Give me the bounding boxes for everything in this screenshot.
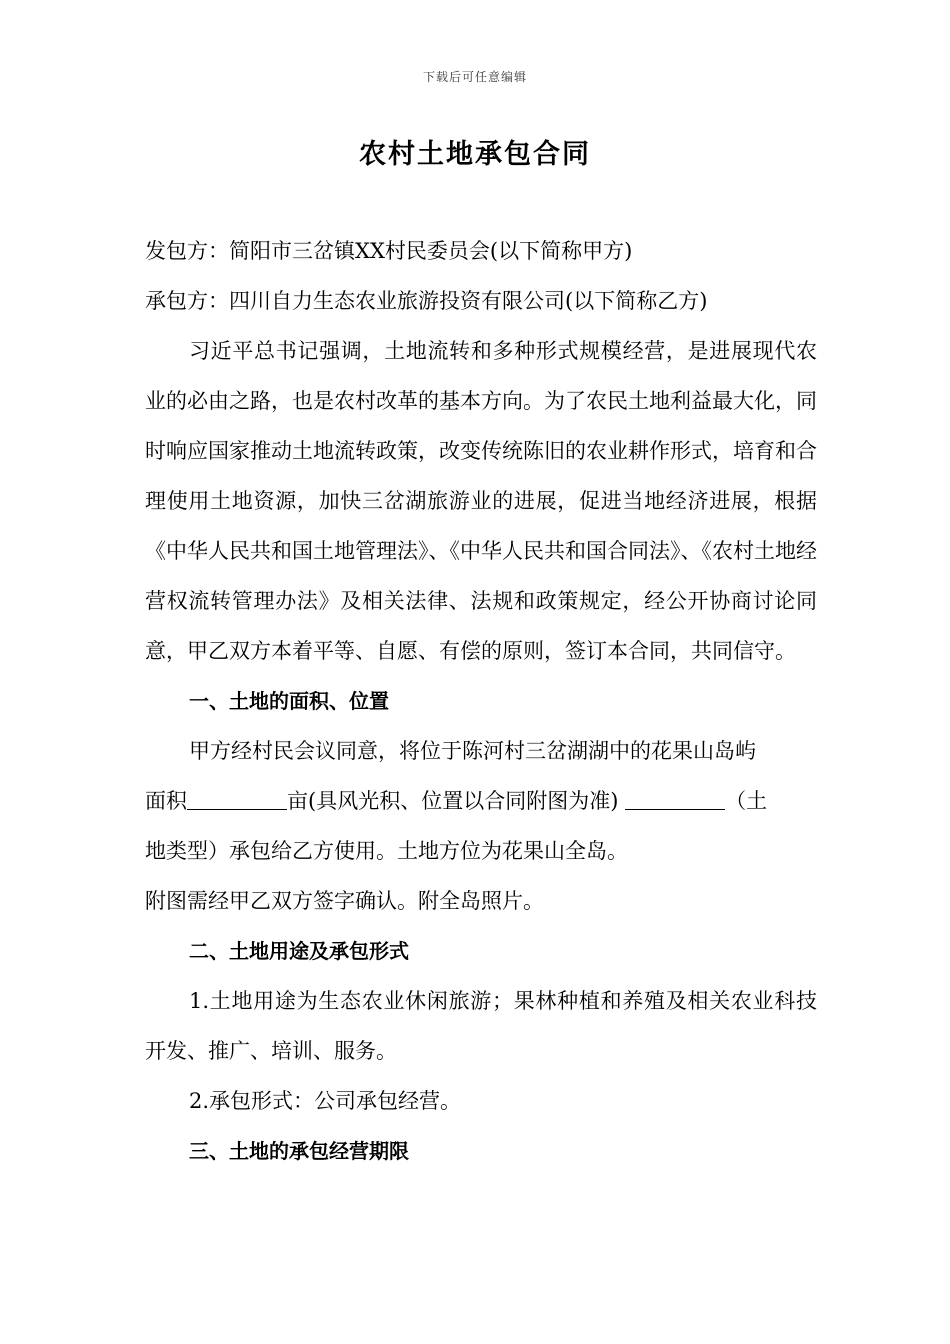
section1-paragraph-line3: 地类型）承包给乙方使用。土地方位为花果山全岛。 xyxy=(145,839,628,863)
area-unit: 亩(具风光积、位置以合同附图为准) xyxy=(287,789,619,813)
section2-item-1: 1.土地用途为生态农业休闲旅游；果林种植和养殖及相关农业科技开发、推广、培训、服务。 xyxy=(145,989,817,1063)
section-heading-3: 三、土地的承包经营期限 xyxy=(189,1139,409,1163)
document-body xyxy=(145,226,817,1176)
land-type-suffix: （土 xyxy=(725,789,768,813)
section1-paragraph-line1: 甲方经村民会议同意，将位于陈河村三岔湖湖中的花果山岛屿 xyxy=(189,739,756,763)
section2-item-2: 2.承包形式：公司承包经营。 xyxy=(189,1089,462,1113)
employer-party: 发包方：简阳市三岔镇XX村民委员会(以下简称甲方) xyxy=(145,239,633,263)
section1-paragraph-2: 附图需经甲乙双方签字确认。附全岛照片。 xyxy=(145,889,544,913)
contractor-party: 承包方：四川自力生态农业旅游投资有限公司(以下简称乙方) xyxy=(145,289,708,313)
section1-paragraph-area xyxy=(145,776,817,826)
area-prefix: 面积 xyxy=(145,789,187,813)
document-title: 农村土地承包合同 xyxy=(359,139,591,170)
area-blank xyxy=(187,787,287,810)
section-heading-2: 二、土地用途及承包形式 xyxy=(189,939,409,963)
header-note: 下载后可任意编辑 xyxy=(422,70,527,84)
section-heading-1: 一、土地的面积、位置 xyxy=(189,689,389,713)
land-type-blank xyxy=(625,787,725,810)
preamble-paragraph: 习近平总书记强调，土地流转和多种形式规模经营，是进展现代农业的必由之路，也是农村改革的基本方向。为了农民土地利益最大化，同时响应国家推动土地流转政策，改变传统陈旧的农业耕作形式，培育和合理使用土地资源，加快三岔湖旅游业的进展，促进当地经济进展，根据《中华人民共和国土地管理法》、《中华人民共和国合同法》、《农村土地经营权流转管理办法》及相关法律、法规和政策规定，经公开协商讨论同意，甲乙双方本着平等、自愿、有偿的原则，签订本合同，共同信守。 xyxy=(145,339,817,663)
